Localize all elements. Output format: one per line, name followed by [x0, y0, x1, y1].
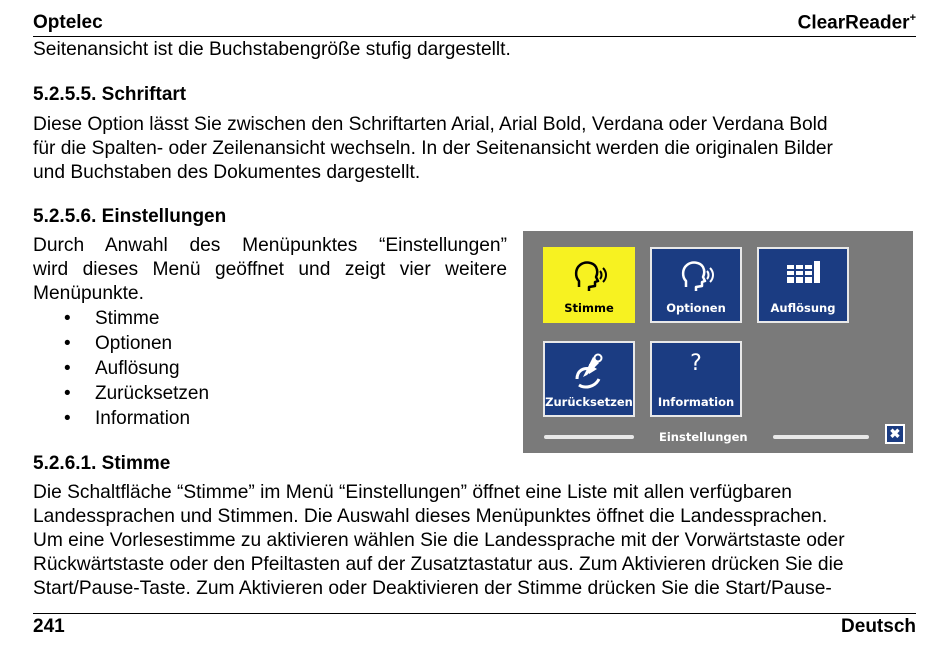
title-bar-right: [773, 435, 869, 439]
header-product-sup: +: [909, 12, 916, 24]
bullet-glyph: •: [64, 408, 71, 429]
bullet-text: Zurücksetzen: [95, 383, 210, 404]
stimme-line-1: Die Schaltfläche “Stimme” im Menü “Einstellungen” öffnet eine Liste mit allen verfügbaren: [33, 482, 792, 503]
schriftart-line-2: für die Spalten- oder Zeilenansicht wechseln. In der Seitenansicht werden die originalen Bilder: [33, 138, 833, 159]
list-item: [33, 356, 209, 381]
bullet-text: Stimme: [95, 308, 160, 329]
list-item: [33, 406, 209, 431]
tile-zuruecksetzen-label: Zurücksetzen: [545, 395, 633, 409]
header-brand: Optelec: [33, 12, 103, 33]
list-item: [33, 381, 209, 406]
einstellungen-line-1: Durch Anwahl des Menüpunktes “Einstellungen”: [33, 235, 507, 256]
resolution-bars-icon: [781, 257, 825, 291]
tile-aufloesung[interactable]: [757, 247, 849, 323]
bullet-text: Optionen: [95, 333, 173, 354]
schriftart-line-3: und Buchstaben des Dokumentes dargestellt.: [33, 162, 421, 183]
bullet-text: Information: [95, 408, 191, 429]
reset-tools-icon: [569, 351, 609, 391]
bullet-text: Auflösung: [95, 358, 180, 379]
list-item: [33, 331, 209, 356]
einstellungen-line-3: Menüpunkte.: [33, 283, 144, 304]
stimme-line-5: Start/Pause-Taste. Zum Aktivieren oder Deaktivieren der Stimme drücken Sie die Start/Pause-: [33, 578, 832, 599]
close-icon: ✖: [889, 426, 901, 441]
title-bar-left: [544, 435, 634, 439]
settings-menu-screenshot: [523, 231, 913, 453]
einstellungen-line-2: wird dieses Menü geöffnet und zeigt vier weitere: [33, 259, 507, 280]
tile-stimme[interactable]: [543, 247, 635, 323]
bullet-glyph: •: [64, 308, 71, 329]
heading-stimme: 5.2.6.1. Stimme: [33, 453, 171, 474]
footer-language: Deutsch: [841, 616, 916, 637]
schriftart-line-1: Diese Option lässt Sie zwischen den Schriftarten Arial, Arial Bold, Verdana oder Verdana Bold: [33, 114, 828, 135]
intro-line: Seitenansicht ist die Buchstabengröße stufig dargestellt.: [33, 39, 511, 60]
bullet-glyph: •: [64, 358, 71, 379]
page-header: [33, 12, 916, 37]
close-button[interactable]: [885, 424, 905, 444]
settings-bullet-list: [33, 306, 209, 431]
header-product: [798, 12, 916, 34]
question-mark-icon: ?: [690, 351, 702, 376]
header-product-name: ClearReader: [797, 12, 910, 34]
tile-zuruecksetzen[interactable]: [543, 341, 635, 417]
heading-einstellungen: 5.2.5.6. Einstellungen: [33, 206, 227, 227]
voice-head-icon: [676, 257, 716, 297]
bullet-glyph: •: [64, 383, 71, 404]
tile-optionen-label: Optionen: [666, 301, 726, 315]
bullet-glyph: •: [64, 333, 71, 354]
stimme-line-3: Um eine Vorlesestimme zu aktivieren wählen Sie die Landessprache mit der Vorwärtstaste oder: [33, 530, 845, 551]
page-footer: [33, 613, 916, 640]
tile-information[interactable]: [650, 341, 742, 417]
menu-title: Einstellungen: [659, 430, 748, 444]
page-number: 241: [33, 616, 65, 637]
heading-schriftart: 5.2.5.5. Schriftart: [33, 84, 187, 105]
stimme-line-2: Landessprachen und Stimmen. Die Auswahl dieses Menüpunktes öffnet die Landessprachen.: [33, 506, 828, 527]
list-item: [33, 306, 209, 331]
tile-stimme-label: Stimme: [564, 301, 614, 315]
tile-aufloesung-label: Auflösung: [770, 301, 836, 315]
stimme-line-4: Rückwärtstaste oder den Pfeiltasten auf der Zusatztastatur aus. Zum Aktivieren drücken Sie die: [33, 554, 844, 575]
voice-head-icon: [569, 257, 609, 297]
tile-information-label: Information: [657, 395, 735, 409]
tile-optionen[interactable]: [650, 247, 742, 323]
